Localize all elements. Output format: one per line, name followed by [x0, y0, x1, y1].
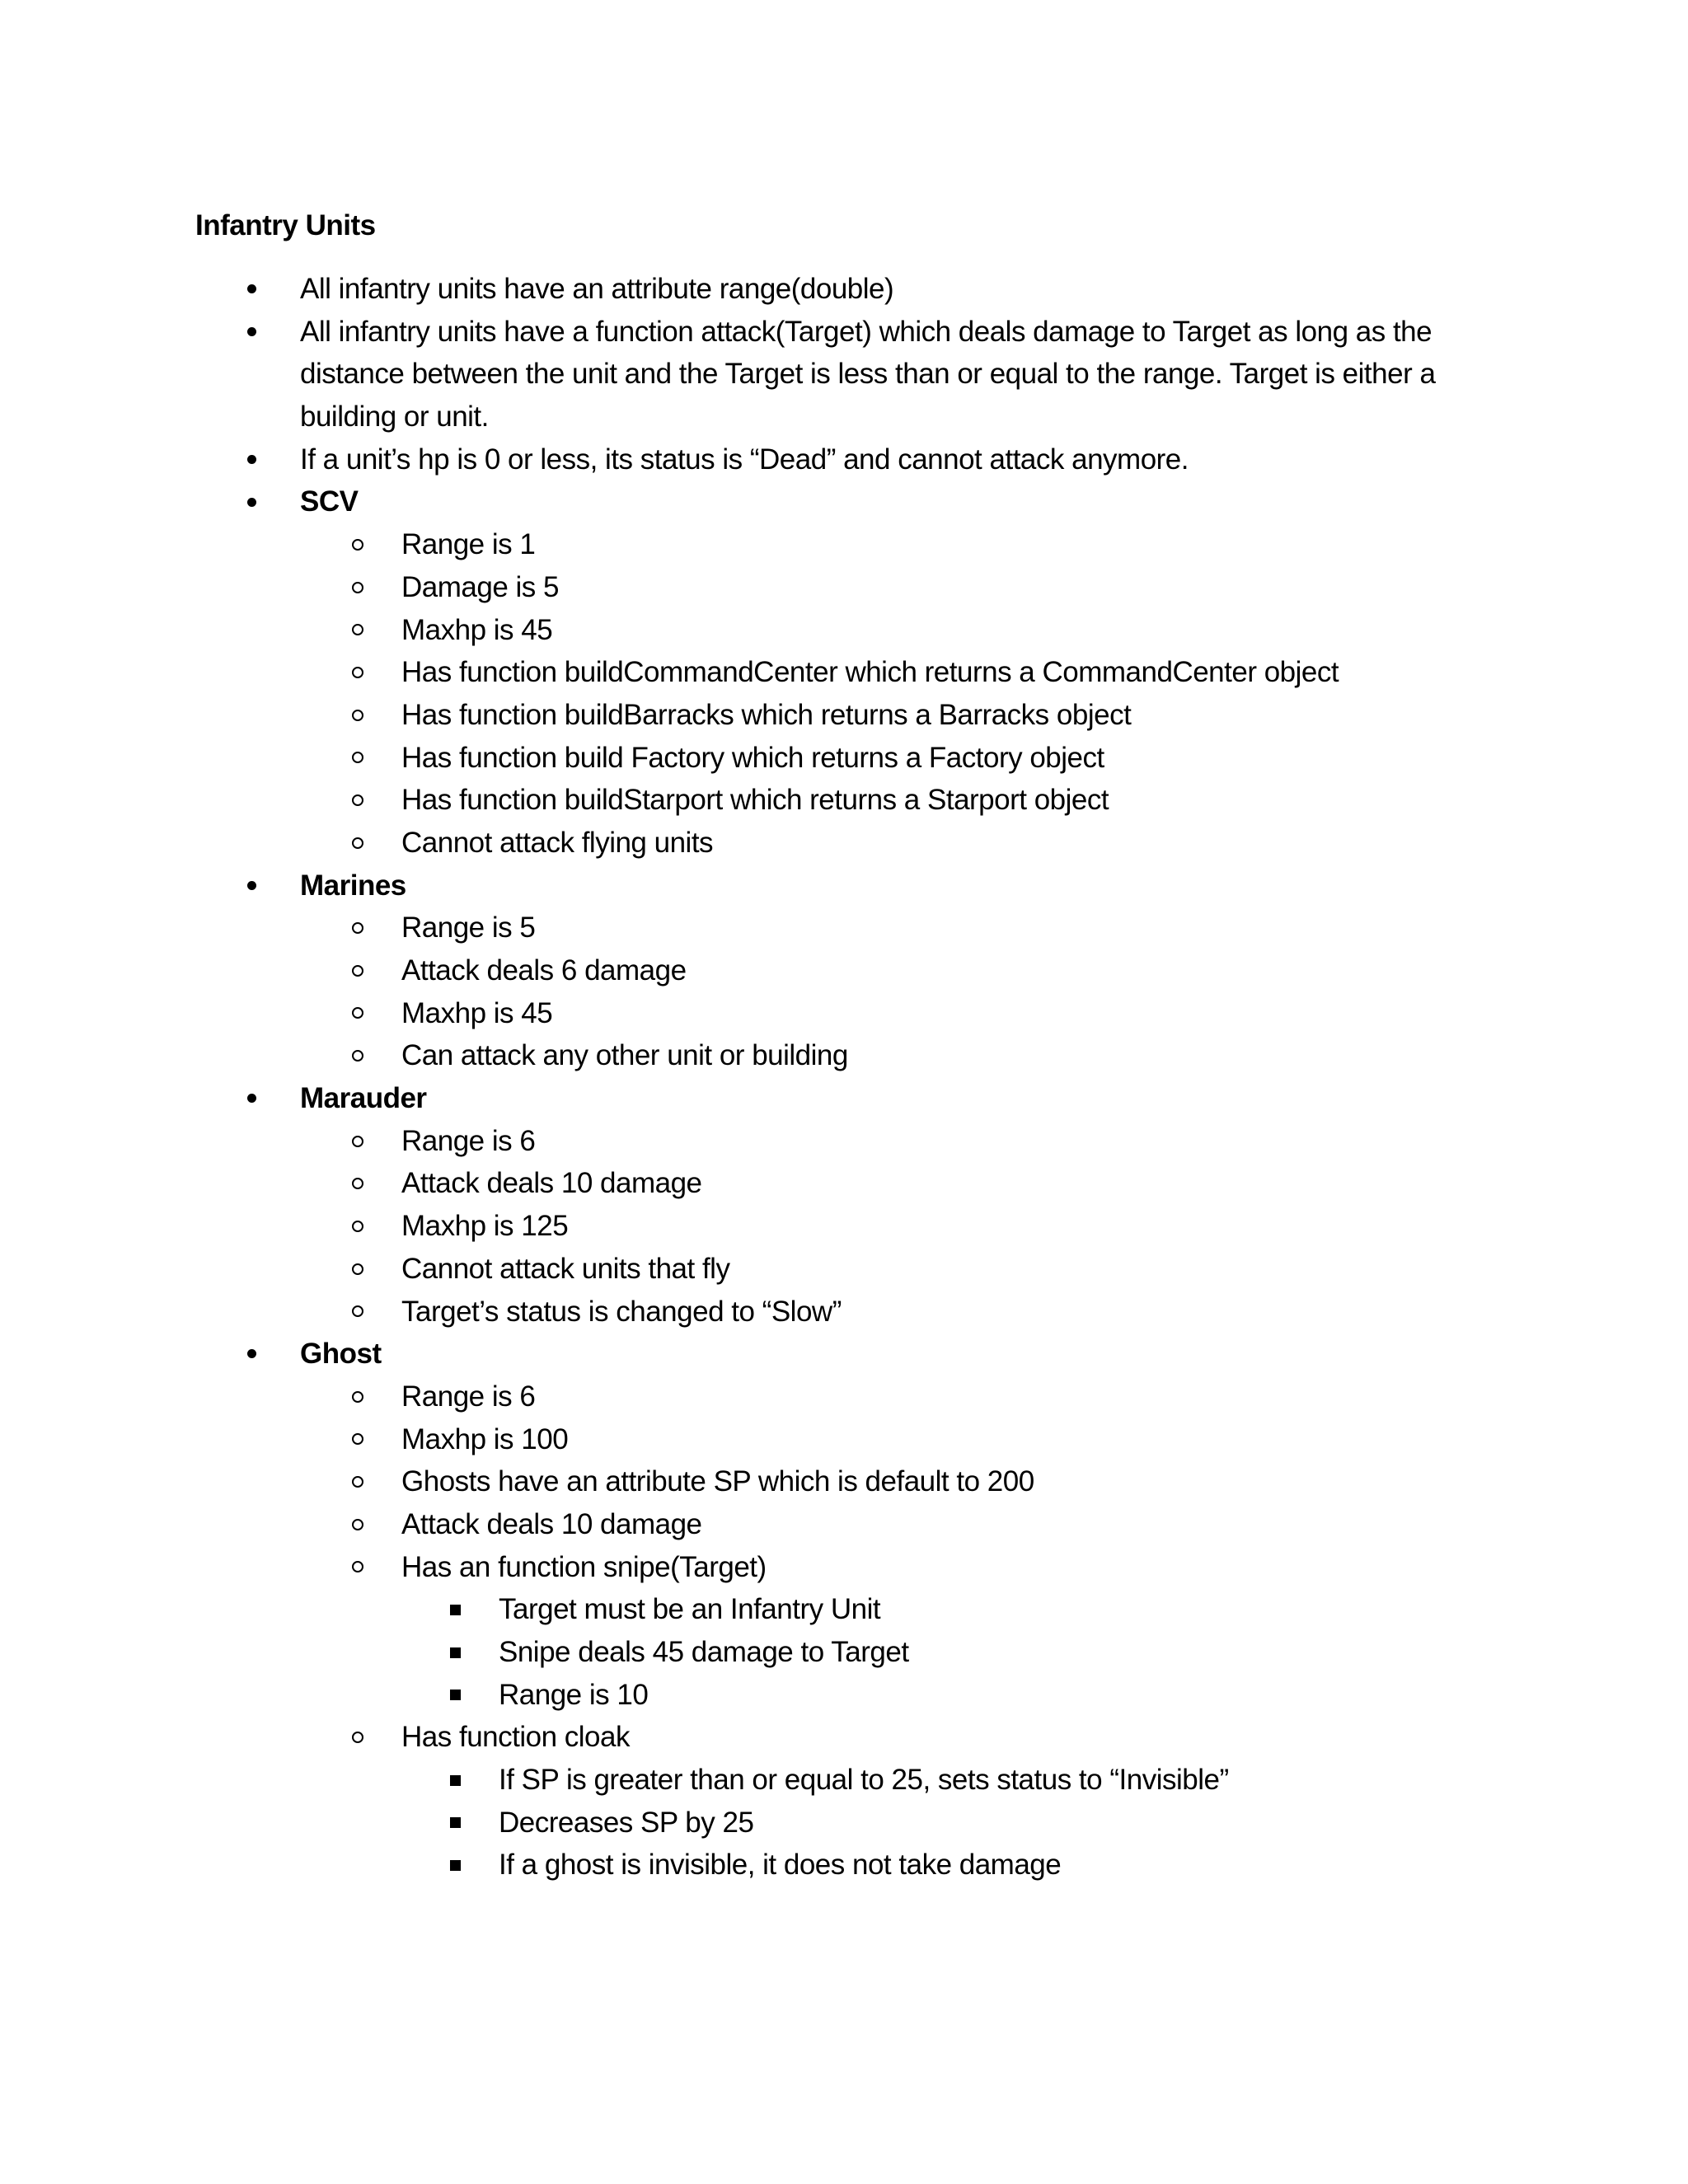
list-item [0, 1588, 1688, 1631]
list-item [0, 992, 1688, 1035]
list-item [0, 865, 1688, 907]
list-item-text: Attack deals 10 damage [401, 1167, 702, 1200]
list-item [0, 609, 1688, 652]
list-item-text: Snipe deals 45 damage to Target [499, 1636, 909, 1668]
list-item-text: Target must be an Infantry Unit [499, 1593, 881, 1626]
bullet-square-icon [450, 1647, 461, 1658]
list-item-text: Has an function snipe(Target) [401, 1550, 767, 1583]
bullet-circle-icon [352, 1732, 363, 1743]
list-item [0, 1759, 1688, 1802]
bullet-circle-icon [352, 1561, 363, 1572]
bullet-circle-icon [352, 1178, 363, 1189]
list-item-text: Has function buildCommandCenter which returns a CommandCenter object [401, 656, 1339, 689]
list-item-text: Has function build Factory which returns a Factory object [401, 741, 1104, 774]
bullet-circle-icon [352, 1050, 363, 1062]
list-item [0, 1077, 1688, 1120]
list-item-text: Maxhp is 45 [401, 996, 553, 1029]
list-item [0, 311, 1688, 354]
bullet-circle-icon [352, 1221, 363, 1232]
list-item-text: Maxhp is 100 [401, 1422, 569, 1455]
bullet-square-icon [450, 1817, 461, 1828]
bullet-circle-icon [352, 624, 363, 635]
bullet-circle-icon [352, 1519, 363, 1530]
list-item-text: building or unit. [300, 401, 489, 434]
page-title: Infantry Units [195, 209, 376, 241]
list-item-text: Target’s status is changed to “Slow” [401, 1295, 842, 1328]
bullet-circle-icon [352, 1136, 363, 1147]
list-item-text: If a ghost is invisible, it does not take damage [499, 1849, 1062, 1882]
list-item [0, 480, 1688, 523]
bullet-circle-icon [352, 1391, 363, 1403]
list-item-text: Range is 5 [401, 912, 536, 944]
list-item [0, 694, 1688, 737]
bullet-dot-icon [247, 1094, 256, 1103]
list-item [0, 1120, 1688, 1163]
bullet-square-icon [450, 1860, 461, 1871]
list-item [0, 1460, 1688, 1503]
list-item [0, 1844, 1688, 1886]
list-item [0, 1162, 1688, 1205]
list-item-text: Marauder [300, 1082, 427, 1115]
bullet-circle-icon [352, 1476, 363, 1488]
list-item-text: Ghosts have an attribute SP which is default to 200 [401, 1465, 1034, 1498]
bullet-circle-icon [352, 752, 363, 763]
bullet-dot-icon [247, 881, 256, 890]
list-item [0, 1674, 1688, 1717]
list-item-text: Range is 10 [499, 1678, 649, 1711]
list-item [0, 1716, 1688, 1759]
list-item-text: If a unit’s hp is 0 or less, its status is “Dead” and cannot attack anymore. [300, 443, 1189, 476]
bullet-circle-icon [352, 667, 363, 678]
list-item-text: Maxhp is 125 [401, 1210, 569, 1243]
list-item-text: All infantry units have an attribute range(double) [300, 273, 894, 305]
bullet-dot-icon [247, 498, 256, 507]
bullet-dot-icon [247, 284, 256, 293]
bullet-circle-icon [352, 922, 363, 934]
list-item-text: Marines [300, 869, 406, 902]
list-item-text: Has function buildBarracks which returns a Barracks object [401, 698, 1132, 731]
bullet-circle-icon [352, 794, 363, 806]
list-item-text: Range is 1 [401, 528, 536, 561]
list-item-text: Attack deals 10 damage [401, 1507, 702, 1540]
list-item [0, 822, 1688, 865]
bullet-circle-icon [352, 710, 363, 721]
list-item-text: Maxhp is 45 [401, 613, 553, 646]
list-item [0, 949, 1688, 992]
list-item [0, 1546, 1688, 1589]
bullet-dot-icon [247, 1349, 256, 1358]
bullet-circle-icon [352, 1007, 363, 1019]
list-item [0, 907, 1688, 949]
list-item-text: Cannot attack flying units [401, 826, 714, 859]
list-item [0, 353, 1688, 396]
list-item-text: If SP is greater than or equal to 25, sets status to “Invisible” [499, 1764, 1229, 1797]
bullet-dot-icon [247, 327, 256, 336]
bullet-circle-icon [352, 837, 363, 849]
list-item-text: Has function buildStarport which returns a Starport object [401, 784, 1109, 817]
list-item [0, 779, 1688, 822]
list-item [0, 1205, 1688, 1248]
list-item [0, 523, 1688, 566]
list-item-text: SCV [300, 485, 359, 518]
list-item-text: Cannot attack units that fly [401, 1252, 730, 1285]
list-item-text: All infantry units have a function attack(Target) which deals damage to Target as long as the [300, 315, 1432, 348]
list-item [0, 1503, 1688, 1546]
list-item [0, 1291, 1688, 1333]
list-item-text: Ghost [300, 1338, 382, 1371]
list-item [0, 1802, 1688, 1844]
list-item [0, 1333, 1688, 1376]
list-item [0, 566, 1688, 609]
list-item [0, 396, 1688, 438]
bullet-circle-icon [352, 965, 363, 977]
list-item-text: Can attack any other unit or building [401, 1039, 848, 1072]
list-item-text: Attack deals 6 damage [401, 954, 687, 987]
bullet-circle-icon [352, 1263, 363, 1275]
bullet-dot-icon [247, 455, 256, 464]
list-item-text: Range is 6 [401, 1380, 536, 1413]
list-item-text: Damage is 5 [401, 570, 559, 603]
list-item-text: distance between the unit and the Target is less than or equal to the range. Target is either a [300, 358, 1436, 391]
bullet-square-icon [450, 1605, 461, 1615]
bullet-circle-icon [352, 539, 363, 551]
list-item [0, 737, 1688, 780]
bullet-circle-icon [352, 1433, 363, 1445]
list-item [0, 1034, 1688, 1077]
list-item-text: Decreases SP by 25 [499, 1806, 754, 1839]
list-item-text: Range is 6 [401, 1124, 536, 1157]
list-item [0, 1376, 1688, 1418]
list-item [0, 438, 1688, 481]
bullet-circle-icon [352, 1305, 363, 1317]
bullet-square-icon [450, 1690, 461, 1700]
bullet-circle-icon [352, 582, 363, 593]
list-item [0, 1248, 1688, 1291]
list-item [0, 1631, 1688, 1674]
list-item [0, 268, 1688, 311]
list-item-text: Has function cloak [401, 1721, 630, 1754]
bulleted-list [0, 268, 1688, 1886]
bullet-square-icon [450, 1775, 461, 1786]
list-item [0, 1418, 1688, 1461]
list-item [0, 651, 1688, 694]
